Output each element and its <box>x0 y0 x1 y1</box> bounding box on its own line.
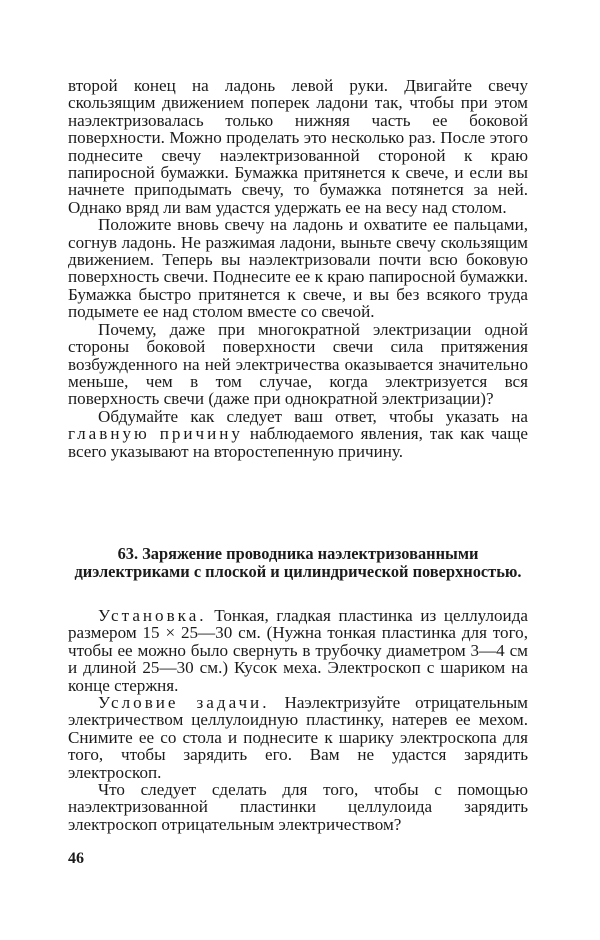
setup-label: Установка. <box>98 606 207 625</box>
paragraph-4-lead: Обдумайте как следует ваш ответ, чтобы указать на <box>98 406 528 426</box>
question-paragraph: Что следует сделать для того, чтобы с помощью наэлектризованной пластинки целлулоида зарядить электроскоп отрицательным электричеством? <box>68 780 528 834</box>
setup-text: Тонкая, гладкая пластинка из целлулоида размером 15 × 25—30 см. (Нужна тонкая пластинка для того, чтобы ее можно было свернуть в трубочку диаметром 3—4 см и длиной 25—30 см.) Кусок меха. Электроскоп с шариком на конце стержня. <box>68 606 528 695</box>
task-text: Наэлектризуйте отрицательным электричеством целлулоидную пластинку, натерев ее мехом. Снимите ее со стола и поднесите к шарику электроскопа для того, чтобы зарядить его. Вам не удастся зарядить электроскоп. <box>68 693 528 782</box>
paragraph-4-emphasis: главную причину <box>68 424 243 444</box>
setup-paragraph <box>68 607 528 694</box>
task-label: Условие задачи. <box>98 693 270 713</box>
paragraph-2: Положите вновь свечу на ладонь и охватите ее пальцами, согнув ладонь. Не разжимая ладони, выньте свечу скользящим движением. Теперь вы наэлектризовали почти всю боковую поверхность свечи. Поднесите ее к краю папиросной бумажки. Бумажка быстро притянется к свече, и вы без всякого труда подымете ее над столом вместе со свечой. <box>68 215 528 322</box>
paragraph-1: второй конец на ладонь левой руки. Двигайте свечу скользящим движением поперек ладони так, чтобы при этом наэлектризовалась только нижняя часть ее боковой поверхности. Можно проделать это несколько раз. После этого поднесите свечу наэлектризованной стороной к краю папиросной бумажки. Бумажка притянется к свече, и если вы начнете приподымать свечу, то бумажка потянется за ней. Однако вряд ли вам удастся удержать ее на весу над столом. <box>68 76 528 217</box>
text-block-top <box>68 77 528 460</box>
text-block-bottom <box>68 607 528 833</box>
paragraph-3: Почему, даже при многократной электризации одной стороны боковой поверхности свечи сила притяжения возбужденного на ней электричества оказывается значительно меньше, чем в том случае, когда электризуется вся поверхность свечи (даже при однократной электризации)? <box>68 319 528 409</box>
paragraph-4-rest: наблюдаемого явления, так как чаще всего указывают на второстепенную причину. <box>68 424 528 461</box>
section-heading: 63. Заряжение проводника наэлектризованными диэлектриками с плоской и цилиндрической поверхностью. <box>74 544 522 581</box>
paragraph-4 <box>68 408 528 460</box>
page-number: 46 <box>68 850 84 867</box>
task-paragraph <box>68 694 528 781</box>
